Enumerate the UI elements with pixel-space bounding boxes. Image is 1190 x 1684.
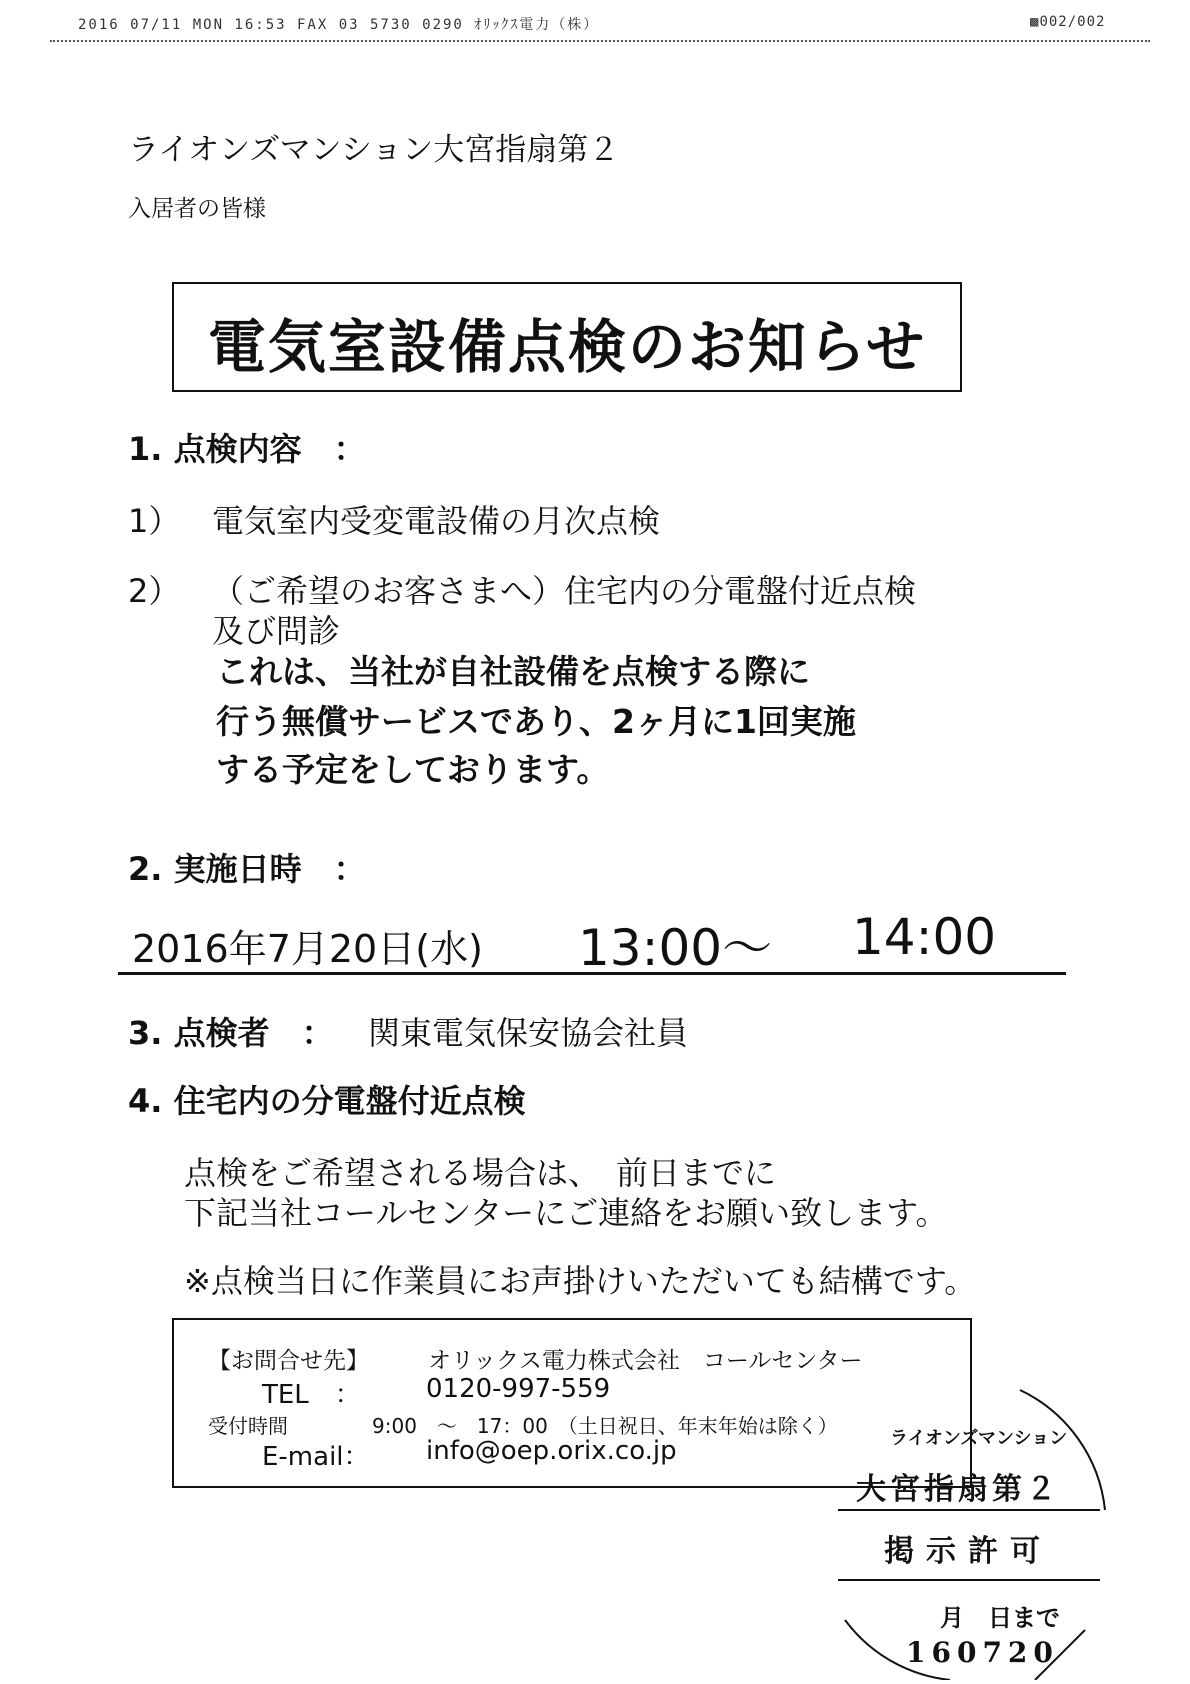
contact-email-label: E-mail： <box>262 1442 370 1472</box>
section4-heading: 4. 住宅内の分電盤付近点検 <box>128 1082 526 1120</box>
inspection-date: 2016年7月20日(水) <box>132 927 483 971</box>
stamp-date-code: 160720 <box>906 1636 1059 1669</box>
contact-hours: 9:00 ～ 17：00 （土日祝日、年末年始は除く） <box>372 1414 838 1438</box>
inspection-time-end: 14:00 <box>852 908 997 966</box>
fax-page-number: ▩002/002 <box>1030 14 1106 30</box>
stamp-top-line: ライオンズマンション <box>890 1428 1068 1449</box>
section1-item2-text: （ご希望のお客さまへ）住宅内の分電盤付近点検 <box>212 572 917 610</box>
section1-note-line1: これは、当社が自社設備を点検する際に <box>216 652 810 691</box>
contact-tel-label: TEL ： <box>262 1380 361 1410</box>
section1-heading: 1. 点検内容 ： <box>128 430 366 468</box>
section2-heading: 2. 実施日時 ： <box>128 850 366 888</box>
section1-item2-num: 2） <box>128 572 181 610</box>
contact-email[interactable]: info@oep.orix.co.jp <box>426 1436 677 1466</box>
addressee-building: ライオンズマンション大宮指扇第２ <box>128 132 620 168</box>
inspector-name: 関東電気保安協会社員 <box>368 1014 689 1052</box>
inspection-time-start: 13:00～ <box>578 919 773 977</box>
contact-label: 【お問合せ先】 <box>208 1348 369 1374</box>
section4-body-line2: 下記当社コールセンターにご連絡をお願い致します。 <box>184 1194 948 1232</box>
fax-header-divider <box>50 40 1150 42</box>
contact-tel: 0120-997-559 <box>426 1374 611 1404</box>
stamp-building: 大宮指扇第２ <box>856 1472 1060 1507</box>
section4-note: ※点検当日に作業員にお声掛けいただいても結構です。 <box>184 1262 977 1300</box>
section3-heading: 3. 点検者 ： <box>128 1014 334 1052</box>
fax-page-icon: ▩ <box>1030 14 1040 30</box>
section1-item1-num: 1） <box>128 502 181 540</box>
title-box <box>172 282 962 392</box>
stamp-until: 月 日まで <box>940 1603 1060 1632</box>
section1-note-line3: する予定をしております。 <box>216 750 610 789</box>
contact-hours-label: 受付時間 <box>208 1414 288 1438</box>
section1-item1-text: 電気室内受変電設備の月次点検 <box>212 502 661 540</box>
posting-permission-stamp <box>830 1380 1120 1680</box>
section1-item2-text2: 及び問診 <box>212 612 341 650</box>
addressee-residents: 入居者の皆様 <box>128 196 266 222</box>
stamp-permission: 掲示許可 <box>884 1534 1052 1569</box>
contact-company: オリックス電力株式会社 コールセンター <box>428 1348 863 1374</box>
date-underline <box>118 972 1066 975</box>
section4-body-line1: 点検をご希望される場合は、 前日までに <box>184 1154 777 1192</box>
section1-note-line2: 行う無償サービスであり、2ヶ月に1回実施 <box>216 702 856 741</box>
notice-title: 電気室設備点検のお知らせ <box>207 313 927 381</box>
fax-header-line: 2016 07/11 MON 16:53 FAX 03 5730 0290 ｵﾘｯｸｽ電力（株） <box>78 17 600 33</box>
